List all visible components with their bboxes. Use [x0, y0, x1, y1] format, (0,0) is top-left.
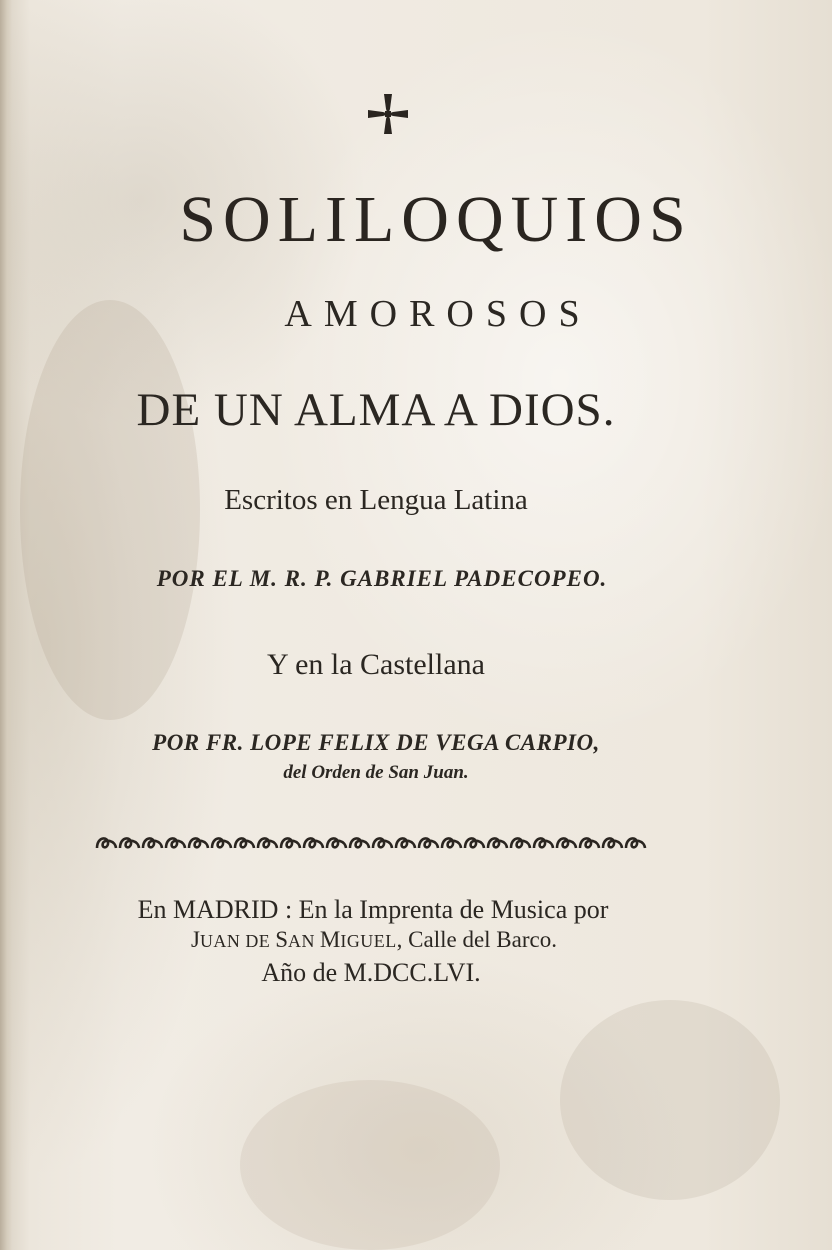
book-subtitle: AMOROSOS — [284, 293, 592, 335]
wave-segment — [212, 838, 231, 848]
spine-edge — [0, 0, 12, 1250]
wave-segment — [442, 838, 461, 848]
author-line: POR EL M. R. P. GABRIEL PADECOPEO. — [156, 566, 608, 591]
imprint-initial: M — [319, 927, 341, 952]
book-subtitle-2: DE UN ALMA A DIOS. — [136, 384, 616, 436]
wave-segment — [189, 838, 208, 848]
wave-segment — [488, 838, 507, 848]
wave-segment — [603, 838, 622, 848]
wave-segment — [327, 838, 346, 848]
cross-pattee-icon — [366, 92, 410, 136]
imprint-street: , Calle del Barco. — [396, 927, 557, 952]
wave-segment — [373, 838, 392, 848]
wave-segment — [626, 838, 645, 848]
paper-stain — [240, 1080, 500, 1250]
wave-segment — [419, 838, 438, 848]
wave-segment — [120, 838, 139, 848]
wave-segment — [465, 838, 484, 848]
decorative-wave-border-icon — [95, 832, 650, 856]
book-title: SOLILOQUIOS — [179, 183, 693, 256]
wave-segment — [557, 838, 576, 848]
imprint-initial: S — [275, 927, 289, 952]
wave-segment — [281, 838, 300, 848]
wave-segment — [258, 838, 277, 848]
wave-segment — [143, 838, 162, 848]
wave-segment — [350, 838, 369, 848]
wave-segment — [580, 838, 599, 848]
imprint-initial: J — [191, 927, 200, 952]
paper-stain — [560, 1000, 780, 1200]
wave-segment — [534, 838, 553, 848]
imprint-small-caps: AN — [288, 931, 320, 951]
original-language-line: Escritos en Lengua Latina — [224, 484, 528, 516]
imprint-small-caps: UAN DE — [199, 931, 276, 951]
wave-segment — [396, 838, 415, 848]
wave-segment — [511, 838, 530, 848]
translation-language-line: Y en la Castellana — [267, 648, 485, 681]
imprint-small-caps: IGUEL — [340, 931, 397, 951]
imprint-year-line: Año de M.DCC.LVI. — [261, 958, 481, 987]
translator-line: POR FR. LOPE FELIX DE VEGA CARPIO, — [152, 730, 600, 755]
wave-segment — [166, 838, 185, 848]
wave-segment — [304, 838, 323, 848]
imprint-line-2 — [0, 927, 790, 953]
imprint-line-1: En MADRID : En la Imprenta de Musica por — [137, 895, 609, 924]
wave-segment — [235, 838, 254, 848]
wave-segment — [97, 838, 116, 848]
translator-order-line: del Orden de San Juan. — [283, 762, 469, 783]
